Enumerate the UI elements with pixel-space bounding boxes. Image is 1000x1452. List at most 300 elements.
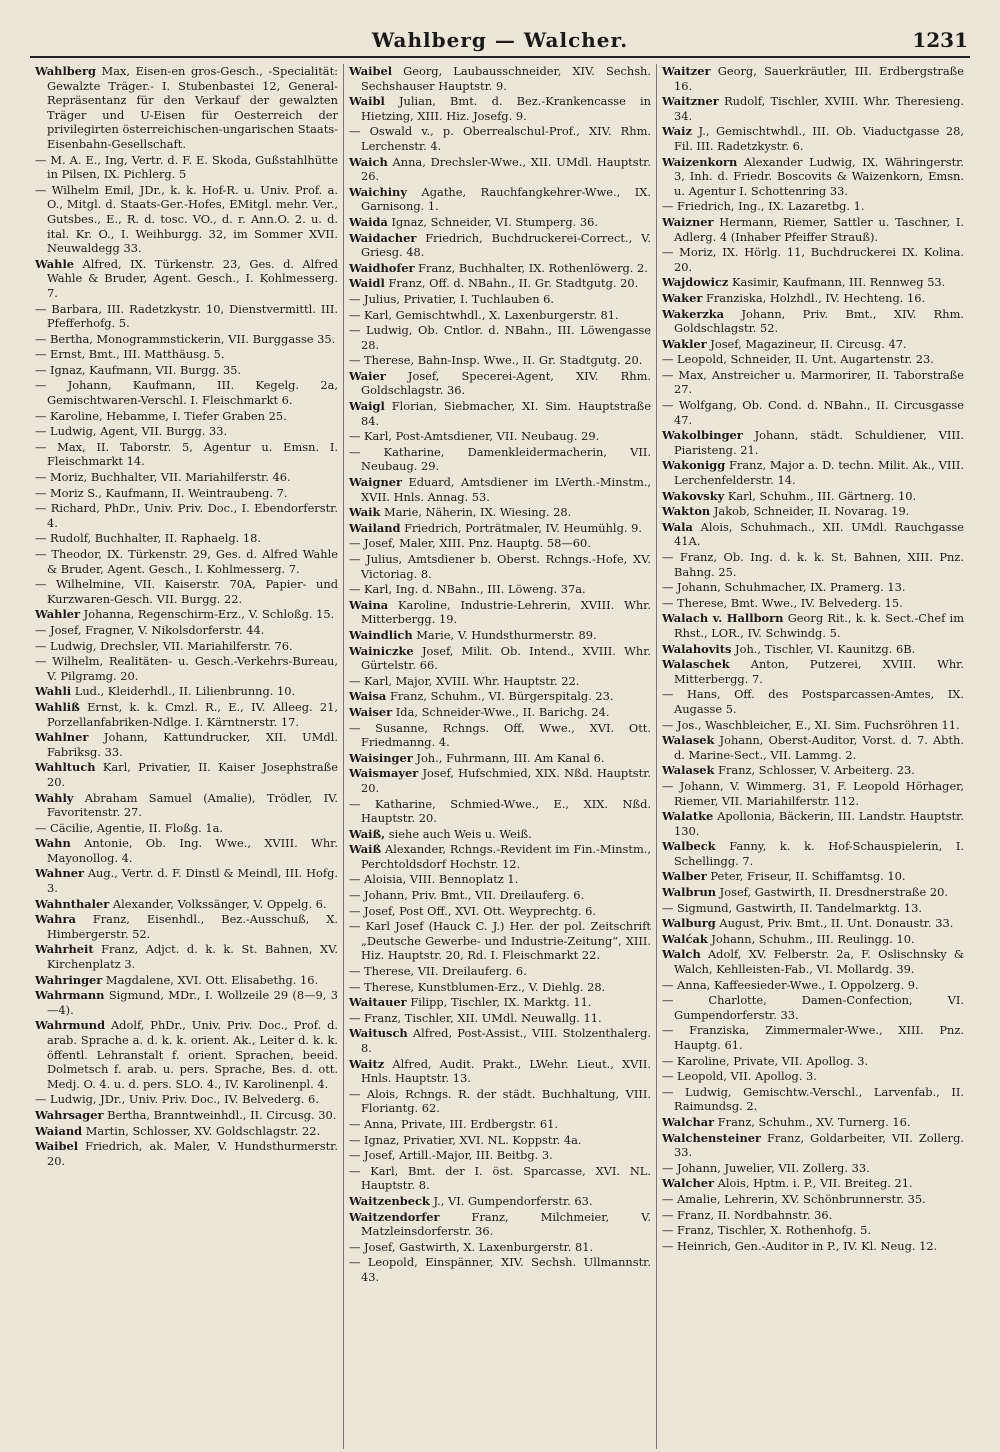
entry-surname: Wahrsager <box>35 1107 104 1122</box>
entry-text: Joh., Tischler, VI. Kaunitzg. 6B. <box>735 641 916 656</box>
directory-entry <box>35 912 338 941</box>
directory-entry <box>662 155 964 199</box>
entry-text: — Oswald v., p. Oberrealschul-Prof., XIV. Rhm. Lerchenstr. 4. <box>349 124 651 153</box>
entry-text: Johanna, Regenschirm-Erz., V. Schloßg. 15. <box>83 607 335 622</box>
directory-entry <box>35 1092 338 1107</box>
entry-surname: Wahra <box>35 912 76 927</box>
entry-text: Abraham Samuel (Amalie), Trödler, IV. Favoritenstr. 27. <box>47 790 338 820</box>
entry-surname: Waigl <box>349 399 385 414</box>
entry-surname: Waizner <box>662 214 714 229</box>
entry-text: — Therese, Bmt. Wwe., IV. Belvederg. 15. <box>662 595 903 610</box>
entry-text: Friedrich, ak. Maler, V. Hundsthurmerstr. 20. <box>47 1139 338 1168</box>
entry-surname: Wahli <box>35 684 72 699</box>
directory-entry <box>35 347 338 362</box>
entry-text: Hermann, Riemer, Sattler u. Taschner, I. Adlerg. 4 (Inhaber Pfeiffer Strauß). <box>674 214 964 244</box>
directory-entry <box>662 657 964 686</box>
entry-text: — Franz, Ob. Ing. d. k. k. St. Bahnen, XIII. Pnz. Bahng. 25. <box>662 550 964 579</box>
directory-entry <box>35 836 338 865</box>
directory-entry <box>35 486 338 501</box>
entry-text: — Ludwig, JDr., Univ. Priv. Doc., IV. Belvederg. 6. <box>35 1092 319 1107</box>
directory-entry <box>35 684 338 699</box>
directory-entry <box>662 504 964 519</box>
directory-entry <box>35 623 338 638</box>
directory-entry <box>35 866 338 895</box>
entry-text: Kasimir, Kaufmann, III. Rennweg 53. <box>732 275 946 290</box>
directory-entry <box>662 580 964 595</box>
entry-text: Jakob, Schneider, II. Novarag. 19. <box>713 504 910 519</box>
directory-entry <box>349 276 651 291</box>
entry-text: — Richard, PhDr., Univ. Priv. Doc., I. Ebendorferstr. 4. <box>35 501 338 530</box>
entry-text: — Wilhelm, Realitäten- u. Gesch.-Verkehrs-Bureau, V. Pilgramg. 20. <box>35 654 338 683</box>
entry-surname: Wahrheit <box>35 942 94 957</box>
entry-surname: Walahovits <box>662 641 732 656</box>
directory-entry <box>662 596 964 611</box>
directory-entry <box>662 947 964 976</box>
entry-text: — Ludwig, Ob. Cntlor. d. NBahn., III. Löwengasse 28. <box>349 323 651 352</box>
directory-entry <box>35 577 338 606</box>
directory-entry <box>349 353 651 368</box>
entry-surname: Waisinger <box>349 750 413 765</box>
entry-text: Florian, Siebmacher, XI. Sim. Hauptstraße 84. <box>361 399 651 428</box>
entry-text: — Anna, Private, III. Erdbergstr. 61. <box>349 1116 559 1131</box>
directory-entry <box>35 1108 338 1123</box>
directory-entry <box>349 995 651 1010</box>
entry-surname: Walasek <box>662 733 715 748</box>
directory-entry <box>35 607 338 622</box>
entry-surname: Waiser <box>349 704 393 719</box>
directory-entry <box>349 323 651 352</box>
directory-entry <box>35 440 338 469</box>
directory-entry <box>349 1011 651 1026</box>
entry-surname: Waidacher <box>349 230 417 245</box>
directory-entry <box>349 215 651 230</box>
entry-text: J., VI. Gumpendorferstr. 63. <box>433 1193 593 1208</box>
entry-text: — Karl, Bmt. der I. öst. Sparcasse, XVI. NL. Hauptstr. 8. <box>349 1163 651 1193</box>
entry-text: — Karl, Major, XVIII. Whr. Hauptstr. 22. <box>349 673 580 688</box>
directory-entry <box>662 307 964 336</box>
directory-entry <box>349 231 651 260</box>
entry-surname: Waich <box>349 154 388 169</box>
entry-surname: Waidhofer <box>349 260 415 275</box>
entry-surname: Wakerzka <box>662 306 725 321</box>
column-2 <box>343 64 656 1449</box>
directory-entry <box>349 369 651 398</box>
entry-text: Peter, Friseur, II. Schiffamtsg. 10. <box>710 869 906 884</box>
directory-entry <box>662 1054 964 1069</box>
column-1 <box>30 64 343 1449</box>
entry-text: Franz, Schuhm., VI. Bürgerspitalg. 23. <box>389 689 614 704</box>
directory-entry <box>662 352 964 367</box>
directory-entry <box>349 1087 651 1116</box>
entry-text: — Karl Josef (Hauck C. J.) Her. der pol. Zeitschrift „Deutsche Gewerbe- und Industrie-Zeitung“, XIII. Hiz. Hauptstr. 20, Rd. I. Fleischmarkt 22. <box>349 919 651 963</box>
entry-text: Franz, Buchhalter, IX. Rothenlöwerg. 2. <box>418 260 648 275</box>
directory-entry <box>349 842 651 871</box>
directory-entry <box>662 337 964 352</box>
entry-text: — Therese, Bahn-Insp. Wwe., II. Gr. Stadtgutg. 20. <box>349 353 643 368</box>
entry-text: — Cäcilie, Agentie, II. Floßg. 1a. <box>35 820 224 835</box>
directory-entry <box>35 1139 338 1168</box>
directory-entry <box>35 183 338 256</box>
entry-surname: Waitusch <box>349 1026 408 1041</box>
directory-entry <box>662 199 964 214</box>
directory-entry <box>349 582 651 597</box>
entry-surname: Wahly <box>35 790 74 805</box>
entry-text: Franz, Off. d. NBahn., II. Gr. Stadtgutg. 20. <box>388 276 639 291</box>
directory-entry <box>349 751 651 766</box>
directory-entry <box>662 245 964 274</box>
entry-surname: Walbeck <box>662 839 716 854</box>
entry-text: — Anna, Kaffeesieder-Wwe., I. Oppolzerg. 9. <box>662 977 919 992</box>
entry-text: — Amalie, Lehrerin, XV. Schönbrunnerstr. 35. <box>662 1191 926 1206</box>
directory-entry <box>662 1069 964 1084</box>
entry-surname: Waindlich <box>349 627 413 642</box>
entry-surname: Walch <box>662 947 701 962</box>
entry-surname: Waik <box>349 505 381 520</box>
directory-entry <box>662 124 964 153</box>
entry-text: — Alois, Rchngs. R. der städt. Buchhaltung, VIII. Floriantg. 62. <box>349 1086 651 1116</box>
entry-surname: Wahle <box>35 256 75 271</box>
entry-surname: Wahler <box>35 607 81 622</box>
entry-text: — Julius, Amtsdiener b. Oberst. Rchngs.-Hofe, XV. Victoriag. 8. <box>349 552 651 581</box>
directory-entry <box>349 872 651 887</box>
entry-text: — Ludwig, Agent, VII. Burgg. 33. <box>35 424 228 439</box>
entry-text: — Katharine, Damenkleidermacherin, VII. Neubaug. 29. <box>349 444 651 474</box>
entry-text: Agathe, Rauchfangkehrer-Wwe., IX. Garnisong. 1. <box>361 184 651 214</box>
entry-text: Josef, Gastwirth, II. Dresdnerstraße 20. <box>719 885 949 900</box>
directory-entry <box>662 64 964 93</box>
entry-text: — Franz, Tischler, X. Rothenhofg. 5. <box>662 1223 871 1238</box>
directory-entry <box>35 654 338 683</box>
entry-text: — Sigmund, Gastwirth, II. Tandelmarktg. 13. <box>662 900 922 915</box>
entry-text: Sigmund, MDr., I. Wollzeile 29 (8—9, 3—4). <box>47 988 338 1017</box>
entry-surname: Walach v. Hallborn <box>662 611 784 626</box>
entry-text: — Franziska, Zimmermaler-Wwe., XIII. Pnz. Hauptg. 61. <box>662 1023 964 1052</box>
entry-text: — Friedrich, Ing., IX. Lazaretbg. 1. <box>662 199 865 214</box>
directory-entry <box>35 639 338 654</box>
entry-text: Aug., Vertr. d. F. Dinstl & Meindl, III. Hofg. 3. <box>47 866 339 896</box>
entry-text: Adolf, XV. Felberstr. 2a, F. Oslischnsky & Walch, Kehlleisten-Fab., VI. Mollardg. 39. <box>674 947 964 977</box>
entry-text: — Josef, Gastwirth, X. Laxenburgerstr. 81. <box>349 1239 594 1254</box>
entry-surname: Waigner <box>349 475 403 490</box>
directory-entry <box>349 185 651 214</box>
directory-entry <box>662 978 964 993</box>
entry-text: Eduard, Amtsdiener im LVerth.-Minstm., XVII. Hnls. Annag. 53. <box>361 475 651 504</box>
directory-entry <box>662 993 964 1022</box>
entry-text: Joh., Fuhrmann, III. Am Kanal 6. <box>416 750 605 765</box>
entry-surname: Wahlberg <box>35 64 96 78</box>
entry-text: Franz, Adjct. d. k. k. St. Bahnen, XV. Kirchenplatz 3. <box>47 942 338 972</box>
directory-entry <box>662 368 964 397</box>
page-header <box>30 18 970 58</box>
directory-entry <box>349 689 651 704</box>
entry-surname: Wainiczke <box>349 643 414 658</box>
entry-text: siehe auch Weis u. Weiß. <box>388 826 532 841</box>
entry-surname: Wakovsky <box>662 488 725 503</box>
directory-entry <box>349 429 651 444</box>
entry-surname: Wahliß <box>35 699 80 714</box>
entry-text: Georg Rit., k. k. Sect.-Chef im Rhst., LOR., IV. Schwindg. 5. <box>674 611 965 640</box>
entry-text: — Moriz, IX. Hörlg. 11, Buchdruckerei IX. Kolina. 20. <box>662 245 964 274</box>
directory-entry <box>349 292 651 307</box>
directory-entry <box>662 275 964 290</box>
directory-entry <box>662 1115 964 1130</box>
entry-surname: Waina <box>349 597 389 612</box>
directory-entry <box>349 1057 651 1086</box>
page-title: Wahlberg — Walcher. <box>371 28 629 52</box>
entry-surname: Waiand <box>35 1123 83 1138</box>
entry-text: Magdalene, XVI. Ott. Elisabethg. 16. <box>105 972 319 987</box>
directory-entry <box>35 1018 338 1091</box>
directory-entry <box>662 1085 964 1114</box>
directory-entry <box>35 973 338 988</box>
entry-text: Georg, Laubausschneider, XIV. Sechsh. Sechshauser Hauptstr. 9. <box>361 64 652 93</box>
directory-entry <box>662 916 964 931</box>
entry-surname: Waisa <box>349 689 387 704</box>
entry-text: Friedrich, Porträtmaler, IV. Heumühlg. 9. <box>404 520 642 535</box>
entry-text: J., Gemischtwhdl., III. Ob. Viaductgasse 28, Fil. III. Radetzkystr. 6. <box>674 124 964 153</box>
entry-text: — Ignaz, Privatier, XVI. NL. Koppstr. 4a. <box>349 1132 582 1147</box>
directory-entry <box>35 378 338 407</box>
entry-text: Johann, Priv. Bmt., XIV. Rhm. Goldschlagstr. 52. <box>674 306 964 336</box>
page-number: 1231 <box>912 28 968 52</box>
directory-entry <box>662 642 964 657</box>
entry-text: Lud., Kleiderhdl., II. Lilienbrunng. 10. <box>74 684 296 699</box>
directory-entry <box>349 721 651 750</box>
entry-text: — Moriz, Buchhalter, VII. Mariahilferstr. 46. <box>35 470 291 485</box>
entry-text: Martin, Schlosser, XV. Goldschlagstr. 22. <box>85 1123 321 1138</box>
entry-text: — Franz, Tischler, XII. UMdl. Neuwallg. 11. <box>349 1010 602 1025</box>
entry-text: — Karoline, Hebamme, I. Tiefer Graben 25. <box>35 408 287 423</box>
entry-surname: Wahltuch <box>35 760 96 775</box>
directory-entry <box>349 888 651 903</box>
entry-surname: Waitzendorfer <box>349 1209 440 1224</box>
entry-surname: Waidl <box>349 276 385 291</box>
directory-entry <box>349 308 651 323</box>
directory-entry <box>35 501 338 530</box>
entry-surname: Waker <box>662 290 703 305</box>
entry-text: — Johann, V. Wimmerg. 31, F. Leopold Hörhager, Riemer, VII. Mariahilferstr. 112. <box>662 778 964 808</box>
entry-surname: Waier <box>349 368 386 383</box>
entry-text: — Johann, Juwelier, VII. Zollerg. 33. <box>662 1160 870 1175</box>
directory-entry <box>662 428 964 457</box>
entry-text: Georg, Sauerkräutler, III. Erdbergstraße 16. <box>674 64 964 93</box>
columns <box>30 64 970 1449</box>
directory-entry <box>35 760 338 789</box>
entry-text: — Max, Anstreicher u. Marmorirer, II. Taborstraße 27. <box>662 367 964 397</box>
directory-entry <box>35 791 338 820</box>
directory-entry <box>35 942 338 971</box>
directory-entry <box>662 1208 964 1223</box>
entry-text: Josef, Hufschmied, XIX. Nßd. Hauptstr. 20. <box>361 766 652 795</box>
entry-surname: Waitzenbeck <box>349 1193 430 1208</box>
entry-surname: Wahner <box>35 866 84 881</box>
entry-text: August, Priv. Bmt., II. Unt. Donaustr. 33. <box>719 916 954 931</box>
directory-entry <box>662 718 964 733</box>
entry-text: Alexander Ludwig, IX. Währingerstr. 3, Inh. d. Friedr. Boscovits & Waizenkorn, Emsn. u. Agentur I. Schottenring 33. <box>674 154 964 198</box>
directory-entry <box>662 1192 964 1207</box>
entry-surname: Wakler <box>662 336 707 351</box>
entry-surname: Waiß <box>349 842 382 857</box>
entry-text: Anton, Putzerei, XVIII. Whr. Mitterbergg. 7. <box>674 657 964 686</box>
entry-text: Johann, Oberst-Auditor, Vorst. d. 7. Abth. d. Marine-Sect., VII. Lammg. 2. <box>674 733 965 762</box>
entry-text: — Susanne, Rchngs. Off. Wwe., XVI. Ott. Friedmanng. 4. <box>349 720 651 750</box>
directory-entry <box>35 897 338 912</box>
directory-entry <box>35 470 338 485</box>
entry-surname: Wahlner <box>35 730 89 745</box>
entry-surname: Waida <box>349 214 388 229</box>
directory-entry <box>662 809 964 838</box>
entry-text: — Rudolf, Buchhalter, II. Raphaelg. 18. <box>35 531 262 546</box>
entry-text: — Franz, II. Nordbahnstr. 36. <box>662 1207 833 1222</box>
entry-text: — Wolfgang, Ob. Cond. d. NBahn., II. Circusgasse 47. <box>662 398 964 427</box>
entry-surname: Wahrmann <box>35 988 105 1003</box>
directory-entry <box>349 919 651 963</box>
entry-text: — M. A. E., Ing, Vertr. d. F. E. Skoda, Gußstahlhütte in Pilsen, IX. Pichlerg. 5 <box>35 152 338 182</box>
entry-surname: Wailand <box>349 520 401 535</box>
entry-text: Franz, Eisenhdl., Bez.-Ausschuß, X. Himbergerstr. 52. <box>47 912 338 941</box>
directory-entry <box>349 475 651 504</box>
entry-text: — Moriz S., Kaufmann, II. Weintraubeng. 7. <box>35 485 288 500</box>
directory-entry <box>349 505 651 520</box>
entry-text: — Johann, Priv. Bmt., VII. Dreilauferg. 6. <box>349 888 585 903</box>
directory-entry <box>349 980 651 995</box>
directory-entry <box>349 94 651 123</box>
entry-surname: Waibl <box>349 94 385 109</box>
directory-entry <box>349 827 651 842</box>
directory-entry <box>35 1124 338 1139</box>
entry-surname: Waibel <box>35 1139 79 1154</box>
entry-surname: Walber <box>662 869 707 884</box>
directory-entry <box>349 1164 651 1193</box>
directory-entry <box>662 779 964 808</box>
entry-text: Ida, Schneider-Wwe., II. Barichg. 24. <box>395 704 610 719</box>
entry-text: Franz, Goldarbeiter, VII. Zollerg. 33. <box>674 1130 964 1160</box>
entry-text: Josef, Milit. Ob. Intend., XVIII. Whr. Gürtelstr. 66. <box>361 643 652 673</box>
entry-surname: Wahnthaler <box>35 896 110 911</box>
entry-surname: Waismayer <box>349 766 419 781</box>
directory-entry <box>662 733 964 762</box>
entry-text: — Josef, Artill.-Major, III. Beitbg. 3. <box>349 1148 553 1163</box>
entry-text: — Josef, Maler, XIII. Pnz. Hauptg. 58—60. <box>349 536 591 551</box>
directory-entry <box>349 1026 651 1055</box>
directory-entry <box>349 766 651 795</box>
directory-entry <box>349 399 651 428</box>
entry-surname: Waiz <box>662 124 692 139</box>
entry-surname: Waizenkorn <box>662 154 738 169</box>
entry-text: Alois, Schuhmach., XII. UMdl. Rauchgasse 41A. <box>674 519 964 549</box>
entry-text: Apollonia, Bäckerin, III. Landstr. Hauptstr. 130. <box>674 809 964 838</box>
entry-surname: Wala <box>662 519 693 534</box>
directory-entry <box>662 1131 964 1160</box>
directory-entry <box>35 988 338 1017</box>
entry-text: Antonie, Ob. Ing. Wwe., XVIII. Whr. Mayonollog. 4. <box>47 836 338 865</box>
entry-text: — Wilhelmine, VII. Kaiserstr. 70A, Papier- und Kurzwaren-Gesch. VII. Burgg. 22. <box>35 577 338 606</box>
entry-text: — Leopold, Schneider, II. Unt. Augartenstr. 23. <box>662 352 934 367</box>
entry-text: — Karl, Ing. d. NBahn., III. Löweng. 37a. <box>349 582 586 597</box>
entry-text: — Karoline, Private, VII. Apollog. 3. <box>662 1053 869 1068</box>
directory-entry <box>349 552 651 581</box>
entry-surname: Walbrun <box>662 885 717 900</box>
directory-entry <box>662 763 964 778</box>
entry-text: Johann, Kattundrucker, XII. UMdl. Fabriksg. 33. <box>47 730 338 759</box>
entry-text: — Therese, VII. Dreilauferg. 6. <box>349 964 527 979</box>
directory-entry <box>662 1023 964 1052</box>
entry-surname: Walchar <box>662 1114 715 1129</box>
entry-text: Franziska, Holzhdl., IV. Hechteng. 16. <box>705 290 926 305</box>
entry-text: — Ignaz, Kaufmann, VII. Burgg. 35. <box>35 362 242 377</box>
directory-entry <box>662 1176 964 1191</box>
entry-text: Karl, Schuhm., III. Gärtnerg. 10. <box>727 488 917 503</box>
column-3 <box>656 64 969 1449</box>
directory-entry <box>349 1194 651 1209</box>
directory-entry <box>662 550 964 579</box>
directory-entry <box>349 64 651 93</box>
entry-text: Anna, Drechsler-Wwe., XII. UMdl. Hauptstr. 26. <box>361 154 651 184</box>
directory-entry <box>349 1133 651 1148</box>
directory-entry <box>35 257 338 301</box>
entry-text: Friedrich, Buchdruckerei-Correct., V. Griesg. 48. <box>361 230 651 260</box>
directory-entry <box>349 155 651 184</box>
entry-surname: Waitzer <box>662 64 711 78</box>
directory-entry <box>349 598 651 627</box>
entry-text: — Therese, Kunstblumen-Erz., V. Diehlg. 28. <box>349 979 606 994</box>
directory-entry <box>349 124 651 153</box>
entry-text: — Johann, Kaufmann, III. Kegelg. 2a, Gemischtwaren-Verschl. I. Fleischmarkt 6. <box>35 378 338 408</box>
directory-entry <box>662 885 964 900</box>
entry-text: Max, Eisen-en gros-Gesch., -Specialität: Gewalzte Träger.- I. Stubenbastei 12, General-Repräsentanz für den Verkauf der gewalzten Träger und U-Eisen für Oesterreich der privilegirten österreichischen-ungarischen Staats-Eisenbahn-Gesellschaft. <box>47 64 338 151</box>
entry-text: Karoline, Industrie-Lehrerin, XVIII. Whr. Mitterbergg. 19. <box>361 597 651 627</box>
entry-text: Johann, Schuhm., III. Reulingg. 10. <box>711 931 915 946</box>
directory-entry <box>35 409 338 424</box>
entry-surname: Wahringer <box>35 972 103 987</box>
entry-surname: Walburg <box>662 916 716 931</box>
directory-entry <box>662 520 964 549</box>
directory-entry <box>349 644 651 673</box>
entry-text: Alfred, Audit. Prakt., LWehr. Lieut., XVII. Hnls. Hauptstr. 13. <box>361 1056 652 1086</box>
entry-text: Karl, Privatier, II. Kaiser Josephstraße 20. <box>47 760 338 789</box>
directory-entry <box>349 674 651 689</box>
directory-entry <box>349 1240 651 1255</box>
entry-text: Filipp, Tischler, IX. Marktg. 11. <box>410 995 592 1010</box>
directory-entry <box>35 700 338 729</box>
directory-entry <box>662 869 964 884</box>
directory-entry <box>662 932 964 947</box>
directory-entry <box>35 332 338 347</box>
entry-text: — Jos., Waschbleicher, E., XI. Sim. Fuchsröhren 11. <box>662 717 960 732</box>
directory-entry <box>35 531 338 546</box>
directory-entry <box>662 215 964 244</box>
entry-text: — Ernst, Bmt., III. Matthäusg. 5. <box>35 347 225 362</box>
entry-surname: Wahn <box>35 836 71 851</box>
directory-entry <box>662 901 964 916</box>
entry-text: Franz, Schuhm., XV. Turnerg. 16. <box>717 1114 911 1129</box>
entry-surname: Waitzner <box>662 94 719 109</box>
directory-entry <box>349 536 651 551</box>
entry-text: — Leopold, VII. Apollog. 3. <box>662 1069 817 1084</box>
directory-entry <box>662 1223 964 1238</box>
entry-surname: Wakonigg <box>662 458 726 473</box>
directory-entry <box>349 1148 651 1163</box>
entry-text: — Barbara, III. Radetzkystr. 10, Dienstvermittl. III. Pfefferhofg. 5. <box>35 301 338 331</box>
entry-text: Ignaz, Schneider, VI. Stumperg. 36. <box>391 214 598 229</box>
entry-text: — Theodor, IX. Türkenstr. 29, Ges. d. Alfred Wahle & Bruder, Agent. Gesch., I. Kohlmesserg. 7. <box>35 547 338 576</box>
entry-text: — Leopold, Einspänner, XIV. Sechsh. Ullmannstr. 43. <box>349 1255 651 1284</box>
entry-text: Fanny, k. k. Hof-Schauspielerin, I. Schellingg. 7. <box>674 839 964 868</box>
entry-surname: Waiß, <box>349 826 386 841</box>
directory-entry <box>35 363 338 378</box>
directory-entry <box>349 521 651 536</box>
entry-text: Rudolf, Tischler, XVIII. Whr. Theresieng. 34. <box>674 94 964 123</box>
